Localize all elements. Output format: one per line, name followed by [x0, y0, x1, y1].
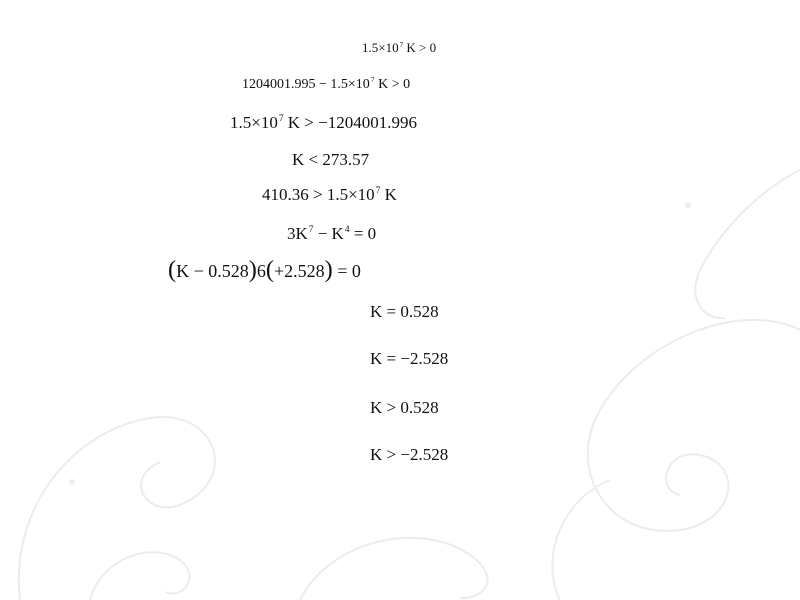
equation-line-5 — [262, 186, 397, 203]
eq7-mid: 6 — [256, 261, 266, 281]
eq7-factor-1: K − 0.528 — [176, 261, 249, 281]
eq6-exponent-1: 7 — [308, 225, 314, 235]
equation-line-9 — [370, 350, 448, 367]
eq1-right: K > 0 — [406, 40, 437, 55]
equation-line-3 — [230, 114, 417, 131]
eq4-text: K < 273.57 — [292, 150, 370, 169]
swirl-right-upper — [695, 170, 800, 318]
eq1-exponent: 7 — [399, 40, 404, 49]
equation-line-11 — [370, 446, 448, 463]
eq7-open-paren-2: ( — [265, 256, 274, 283]
eq7-rhs: = 0 — [337, 261, 361, 281]
eq10-text: K > 0.528 — [370, 398, 439, 417]
eq8-text: K = 0.528 — [370, 302, 439, 321]
equation-line-4 — [292, 151, 369, 168]
swirl-dot-left — [69, 479, 75, 485]
eq2-left: 1204001.995 − 1.5×10 — [242, 77, 370, 92]
eq6-exponent-2: 4 — [344, 225, 350, 235]
eq5-left: 410.36 > 1.5×10 — [262, 185, 375, 204]
eq3-right: K > −1204001.996 — [287, 113, 417, 132]
swirl-left-small — [90, 552, 189, 600]
equation-line-10 — [370, 399, 439, 416]
eq5-exponent: 7 — [375, 186, 381, 196]
eq7-close-paren-2: ) — [324, 256, 333, 283]
eq2-exponent: 7 — [370, 75, 375, 85]
eq6-rhs: = 0 — [353, 224, 377, 243]
eq2-right: K > 0 — [378, 77, 411, 92]
eq6-term1: 3K — [287, 224, 308, 243]
swirl-dot-right — [685, 202, 691, 208]
eq3-left: 1.5×10 — [230, 113, 278, 132]
swirl-left-large — [19, 417, 215, 600]
eq1-left: 1.5×10 — [362, 40, 399, 55]
eq6-term2: − K — [317, 224, 344, 243]
swirl-right-large — [588, 320, 800, 531]
swirl-bottom-center — [300, 538, 488, 600]
equation-line-2 — [242, 75, 411, 92]
equation-line-7 — [168, 258, 361, 282]
equation-line-8 — [370, 303, 439, 320]
equation-line-6 — [287, 225, 376, 242]
eq7-close-paren-1: ) — [248, 256, 257, 283]
equation-line-1 — [362, 41, 436, 54]
eq3-exponent: 7 — [278, 114, 284, 124]
eq5-right: K — [384, 185, 397, 204]
eq11-text: K > −2.528 — [370, 445, 449, 464]
eq7-factor-2: +2.528 — [273, 261, 325, 281]
eq9-text: K = −2.528 — [370, 349, 449, 368]
eq7-open-paren-1: ( — [168, 256, 177, 283]
